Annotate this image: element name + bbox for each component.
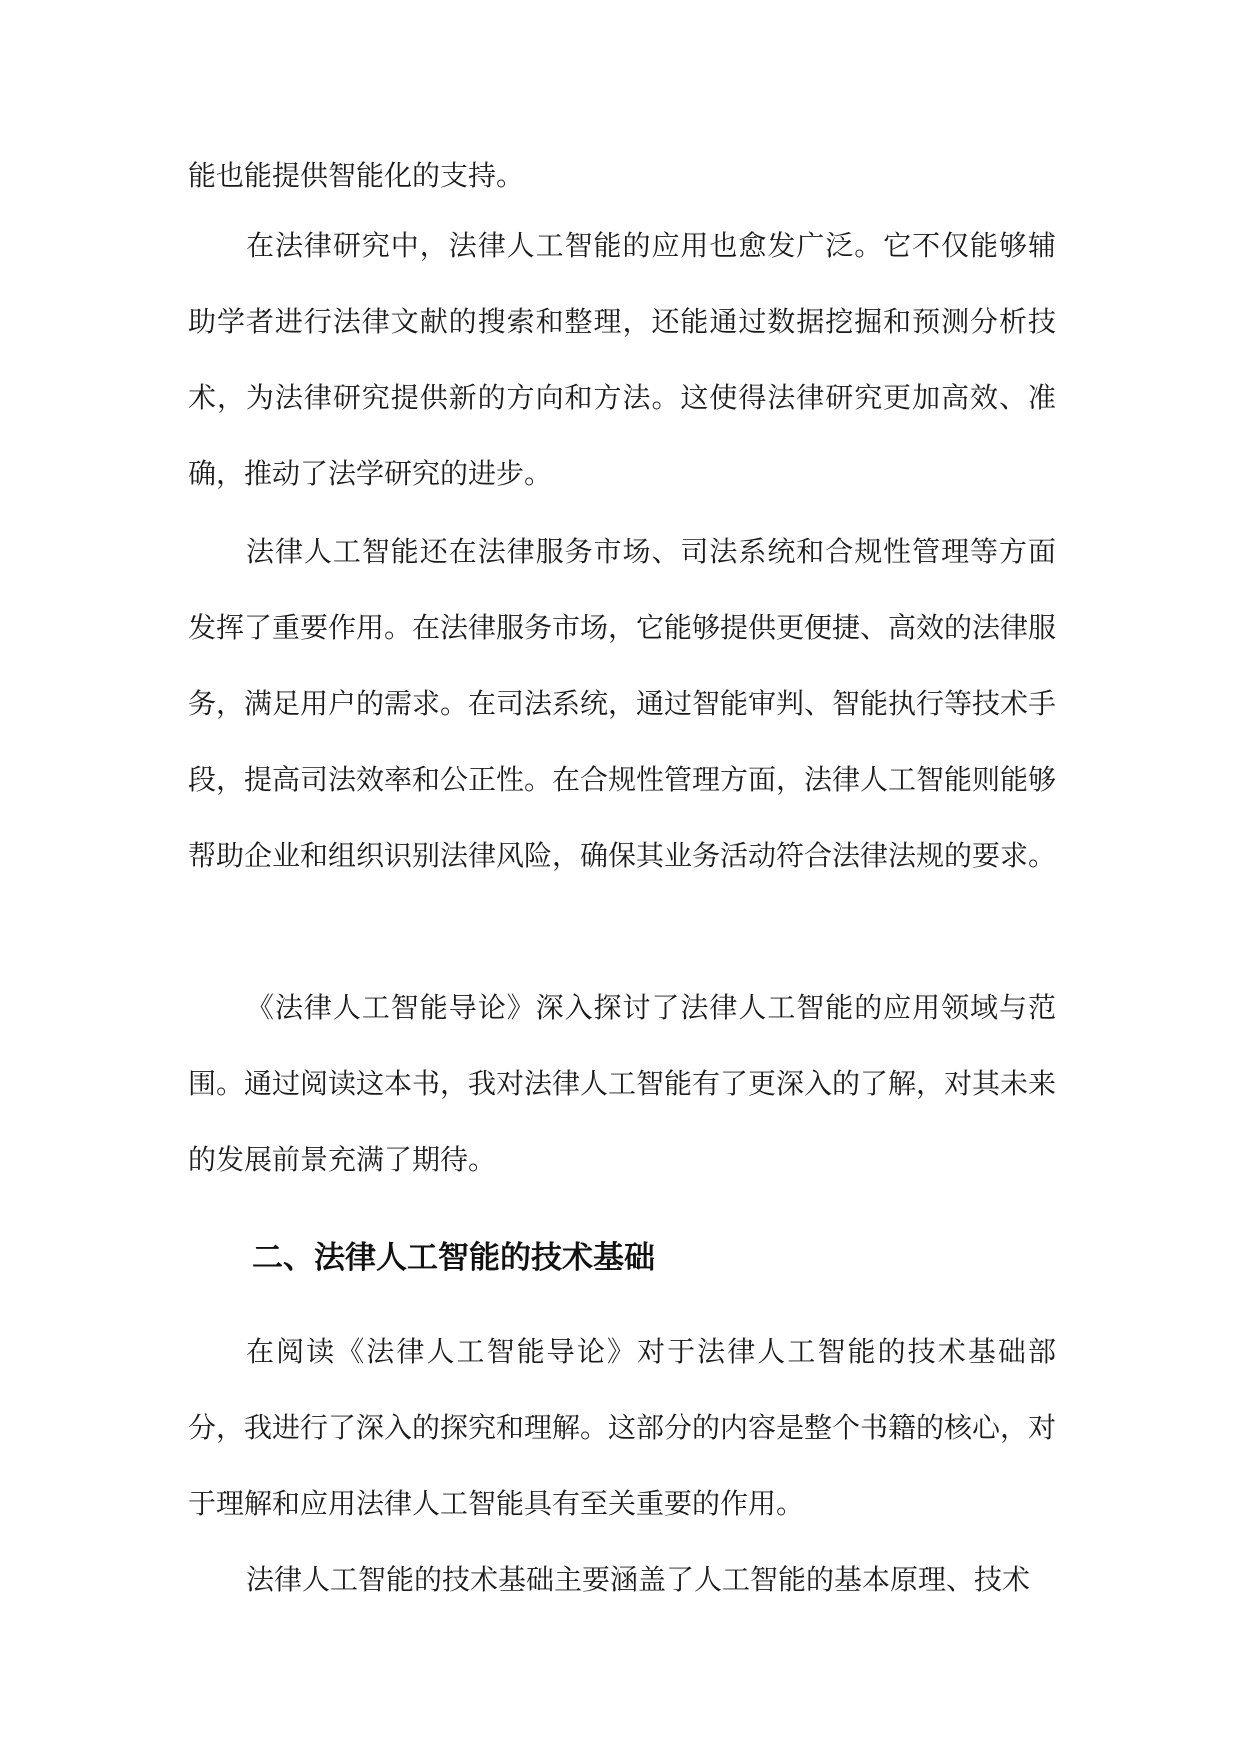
paragraph-legal-research: 在法律研究中，法律人工智能的应用也愈发广泛。它不仅能够辅助学者进行法律文献的搜索和整理，还能通过数据挖掘和预测分析技术，为法律研究提供新的方向和方法。这使得法律研究更加高效、准确，推动了法学研究的进步。: [188, 229, 1056, 490]
paragraph-legal-services: 法律人工智能还在法律服务市场、司法系统和合规性管理等方面发挥了重要作用。在法律服务市场，它能够提供更便捷、高效的法律服务，满足用户的需求。在司法系统，通过智能审判、智能执行等技术手段，提高司法效率和公正性。在合规性管理方面，法律人工智能则能够帮助企业和组织识别法律风险，确保其业务活动符合法律法规的要求。: [188, 535, 1057, 872]
section-heading: 二、法律人工智能的技术基础: [252, 1240, 655, 1276]
paragraph-continuation: 能也能提供智能化的支持。: [188, 159, 525, 192]
paragraph-book-summary: 《法律人工智能导论》深入探讨了法律人工智能的应用领域与范围。通过阅读这本书，我对法律人工智能有了更深入的了解，对其未来的发展前景充满了期待。: [188, 991, 1057, 1176]
paragraph-technical-intro: 在阅读《法律人工智能导论》对于法律人工智能的技术基础部分，我进行了深入的探究和理解。这部分的内容是整个书籍的核心，对于理解和应用法律人工智能具有至关重要的作用。: [188, 1335, 1057, 1520]
paragraph-technical-basis: 法律人工智能的技术基础主要涵盖了人工智能的基本原理、技术: [246, 1563, 1031, 1596]
